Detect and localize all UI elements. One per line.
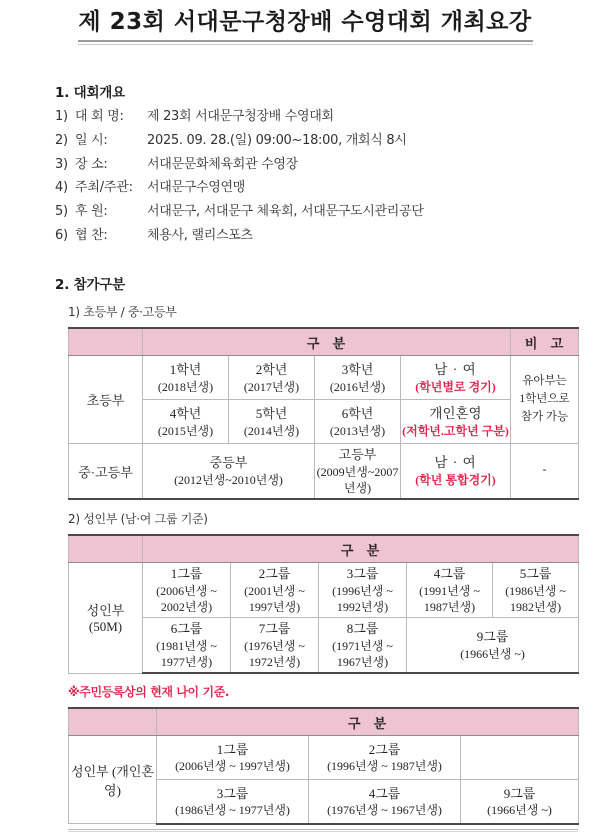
birth-year-range: (2006년생 ~ 1997년생) (175, 759, 290, 774)
birth-year-range: (1986년생 ~ 1977년생) (175, 803, 290, 818)
table-row (69, 400, 579, 444)
item-label: 일 시: (75, 133, 108, 149)
remark-line: 유아부는 (522, 375, 567, 388)
item-label: 후 원: (75, 204, 108, 220)
group-name: 2그룹 (258, 566, 291, 582)
header-blank (69, 535, 143, 563)
group-cell-span (407, 618, 579, 673)
table-row (69, 444, 579, 499)
section-categories (55, 273, 610, 831)
row-label-elementary: 초등부 (69, 356, 143, 444)
birth-year-range: (1966년생 ~) (487, 803, 552, 818)
birth-year-to: 1977년생) (160, 654, 213, 669)
header-gubun: 구 분 (143, 535, 579, 563)
birth-year: (2014년생) (243, 423, 300, 438)
row-label-secondary: 중·고등부 (69, 444, 143, 499)
bottom-divider (68, 829, 578, 832)
birth-year-to: 1997년생) (248, 600, 301, 615)
gender-label: 개인혼영 (429, 405, 482, 421)
table-row (69, 618, 579, 673)
item-value: 2025. 09. 28.(일) 09:00~18:00, 개회식 8시 (147, 133, 407, 149)
group-cell (157, 736, 309, 780)
grade-name: 4학년 (169, 406, 202, 421)
birth-year-range: (2009년생~2007년생) (316, 464, 399, 496)
group-cell (309, 780, 461, 824)
gender-label: 남 · 여 (434, 455, 477, 471)
group-cell (309, 736, 461, 780)
remark-cell: - (511, 444, 579, 499)
birth-year-to: 1972년생) (248, 654, 301, 669)
birth-year-range: (1996년생 ~ 1987년생) (327, 759, 442, 774)
grade-cell (143, 356, 229, 400)
group-name: 1그룹 (216, 741, 249, 757)
group-cell-empty (461, 736, 579, 780)
remark-line: 1학년으로 (519, 392, 570, 405)
item-value: 체용사, 랠리스포츠 (147, 227, 253, 243)
birth-year: (2015년생) (157, 423, 214, 438)
division-cell (315, 444, 401, 499)
group-name: 3그룹 (346, 566, 379, 582)
division-name: 고등부 (338, 447, 377, 463)
group-cell (319, 618, 407, 673)
group-cell (157, 780, 309, 824)
item-value: 서대문문화체육회관 수영장 (147, 156, 298, 172)
group-name: 8그룹 (346, 621, 379, 637)
gender-label: 남 · 여 (434, 361, 477, 377)
subsection-1-label: 1) 초등부 / 중·고등부 (68, 305, 177, 320)
section-overview (55, 81, 610, 247)
gender-cell-top (401, 356, 511, 400)
remark-line: 참가 가능 (520, 410, 569, 423)
list-item (55, 105, 610, 129)
remark-cell (511, 356, 579, 444)
item-number: 6) (55, 227, 68, 243)
overview-list (55, 105, 610, 247)
title-block (0, 0, 610, 45)
group-name: 7그룹 (258, 621, 291, 637)
group-cell (407, 563, 493, 618)
birth-year-to: 2002년생) (160, 600, 213, 615)
grade-name: 1학년 (169, 362, 202, 377)
gender-cell-bottom (401, 400, 511, 444)
table-adult-im (68, 707, 579, 825)
list-item (55, 129, 610, 153)
grade-name: 2학년 (255, 362, 288, 377)
grade-name: 6학년 (341, 406, 374, 421)
birth-year-from: (2001년생 ~ (244, 583, 305, 598)
item-number: 2) (55, 133, 68, 149)
birth-year-from: (1981년생 ~ (156, 638, 217, 653)
item-number: 4) (55, 180, 68, 196)
birth-year-to: 1967년생) (336, 654, 389, 669)
group-cell (143, 563, 231, 618)
group-name: 9그룹 (476, 629, 509, 645)
group-name: 3그룹 (216, 785, 249, 801)
row-label-adult-50m (69, 563, 143, 673)
group-name: 4그룹 (433, 566, 466, 582)
table-row (69, 356, 579, 400)
group-cell (231, 563, 319, 618)
header-gubun: 구 분 (143, 328, 511, 356)
grade-cell (229, 356, 315, 400)
header-bigo: 비 고 (511, 328, 579, 356)
table-row (69, 736, 579, 780)
birth-year-range: (1976년생 ~ 1967년생) (327, 803, 442, 818)
birth-year: (2017년생) (243, 379, 300, 394)
item-value: 제 23회 서대문구청장배 수영대회 (147, 109, 334, 125)
row-label-line1: 성인부 (86, 603, 125, 619)
table-row (69, 535, 579, 563)
group-cell (461, 780, 579, 824)
page-title: 제 23회 서대문구청장배 수영대회 개최요강 (78, 9, 532, 35)
gender-note: (학년 통합경기) (415, 473, 496, 488)
division-name: 중등부 (209, 455, 248, 471)
group-name: 6그룹 (170, 621, 203, 637)
item-label: 대 회 명: (75, 109, 124, 125)
list-item (55, 224, 610, 248)
item-number: 3) (55, 156, 68, 172)
table-row (69, 328, 579, 356)
grade-name: 5학년 (255, 406, 288, 421)
gender-note: (저학년.고학년 구분) (402, 423, 509, 438)
age-basis-note: ※주민등록상의 현재 나이 기준. (68, 685, 230, 700)
row-label-line1: 성인부 (71, 763, 109, 779)
list-item (55, 176, 610, 200)
header-blank (69, 328, 143, 356)
birth-year-to: 1982년생) (509, 600, 562, 615)
list-item (55, 153, 610, 177)
row-label-adult-im (69, 736, 157, 824)
table-row (69, 563, 579, 618)
row-label-line2: (개인혼영) (104, 763, 154, 798)
item-label: 주최/주관: (75, 180, 133, 196)
birth-year-from: (1976년생 ~ (244, 638, 305, 653)
title-divider (78, 40, 533, 45)
table-adult-50m (68, 534, 579, 674)
birth-year: (2016년생) (329, 379, 386, 394)
header-blank (69, 708, 157, 736)
item-label: 장 소: (75, 156, 108, 172)
header-gubun: 구 분 (157, 708, 579, 736)
gender-cell (401, 444, 511, 499)
grade-cell (315, 400, 401, 444)
section1-heading: 1. 대회개요 (55, 85, 125, 102)
group-name: 1그룹 (170, 566, 203, 582)
group-cell (493, 563, 579, 618)
gender-note: (학년별로 경기) (415, 379, 496, 394)
group-cell (143, 618, 231, 673)
group-cell (231, 618, 319, 673)
grade-name: 3학년 (341, 362, 374, 377)
section2-heading: 2. 참가구분 (55, 277, 125, 294)
birth-year-from: (1986년생 ~ (505, 583, 566, 598)
birth-year-from: (2006년생 ~ (156, 583, 217, 598)
birth-year: (2013년생) (329, 423, 386, 438)
grade-cell (315, 356, 401, 400)
item-label: 협 찬: (75, 227, 108, 243)
birth-year: (2018년생) (157, 379, 214, 394)
group-name: 4그룹 (368, 785, 401, 801)
table-school-divisions (68, 327, 579, 500)
item-value: 서대문구, 서대문구 체육회, 서대문구도시관리공단 (147, 204, 424, 220)
item-number: 1) (55, 109, 68, 125)
subsection-2-label: 2) 성인부 (남·여 그룹 기준) (68, 512, 208, 527)
group-name: 9그룹 (503, 785, 536, 801)
list-item (55, 200, 610, 224)
grade-cell (229, 400, 315, 444)
birth-year-from: (1966년생 ~) (460, 646, 525, 661)
group-name: 5그룹 (519, 566, 552, 582)
birth-year-to: 1992년생) (336, 600, 389, 615)
birth-year-from: (1971년생 ~ (332, 638, 393, 653)
table-row (69, 708, 579, 736)
item-value: 서대문구수영연맹 (147, 180, 246, 196)
birth-year-to: 1987년생) (423, 600, 476, 615)
group-name: 2그룹 (368, 741, 401, 757)
item-number: 5) (55, 204, 68, 220)
birth-year-from: (1996년생 ~ (332, 583, 393, 598)
birth-year-range: (2012년생~2010년생) (174, 473, 283, 488)
row-label-line2: (50M) (88, 619, 123, 635)
birth-year-from: (1991년생 ~ (419, 583, 480, 598)
grade-cell (143, 400, 229, 444)
group-cell (319, 563, 407, 618)
division-cell (143, 444, 315, 499)
